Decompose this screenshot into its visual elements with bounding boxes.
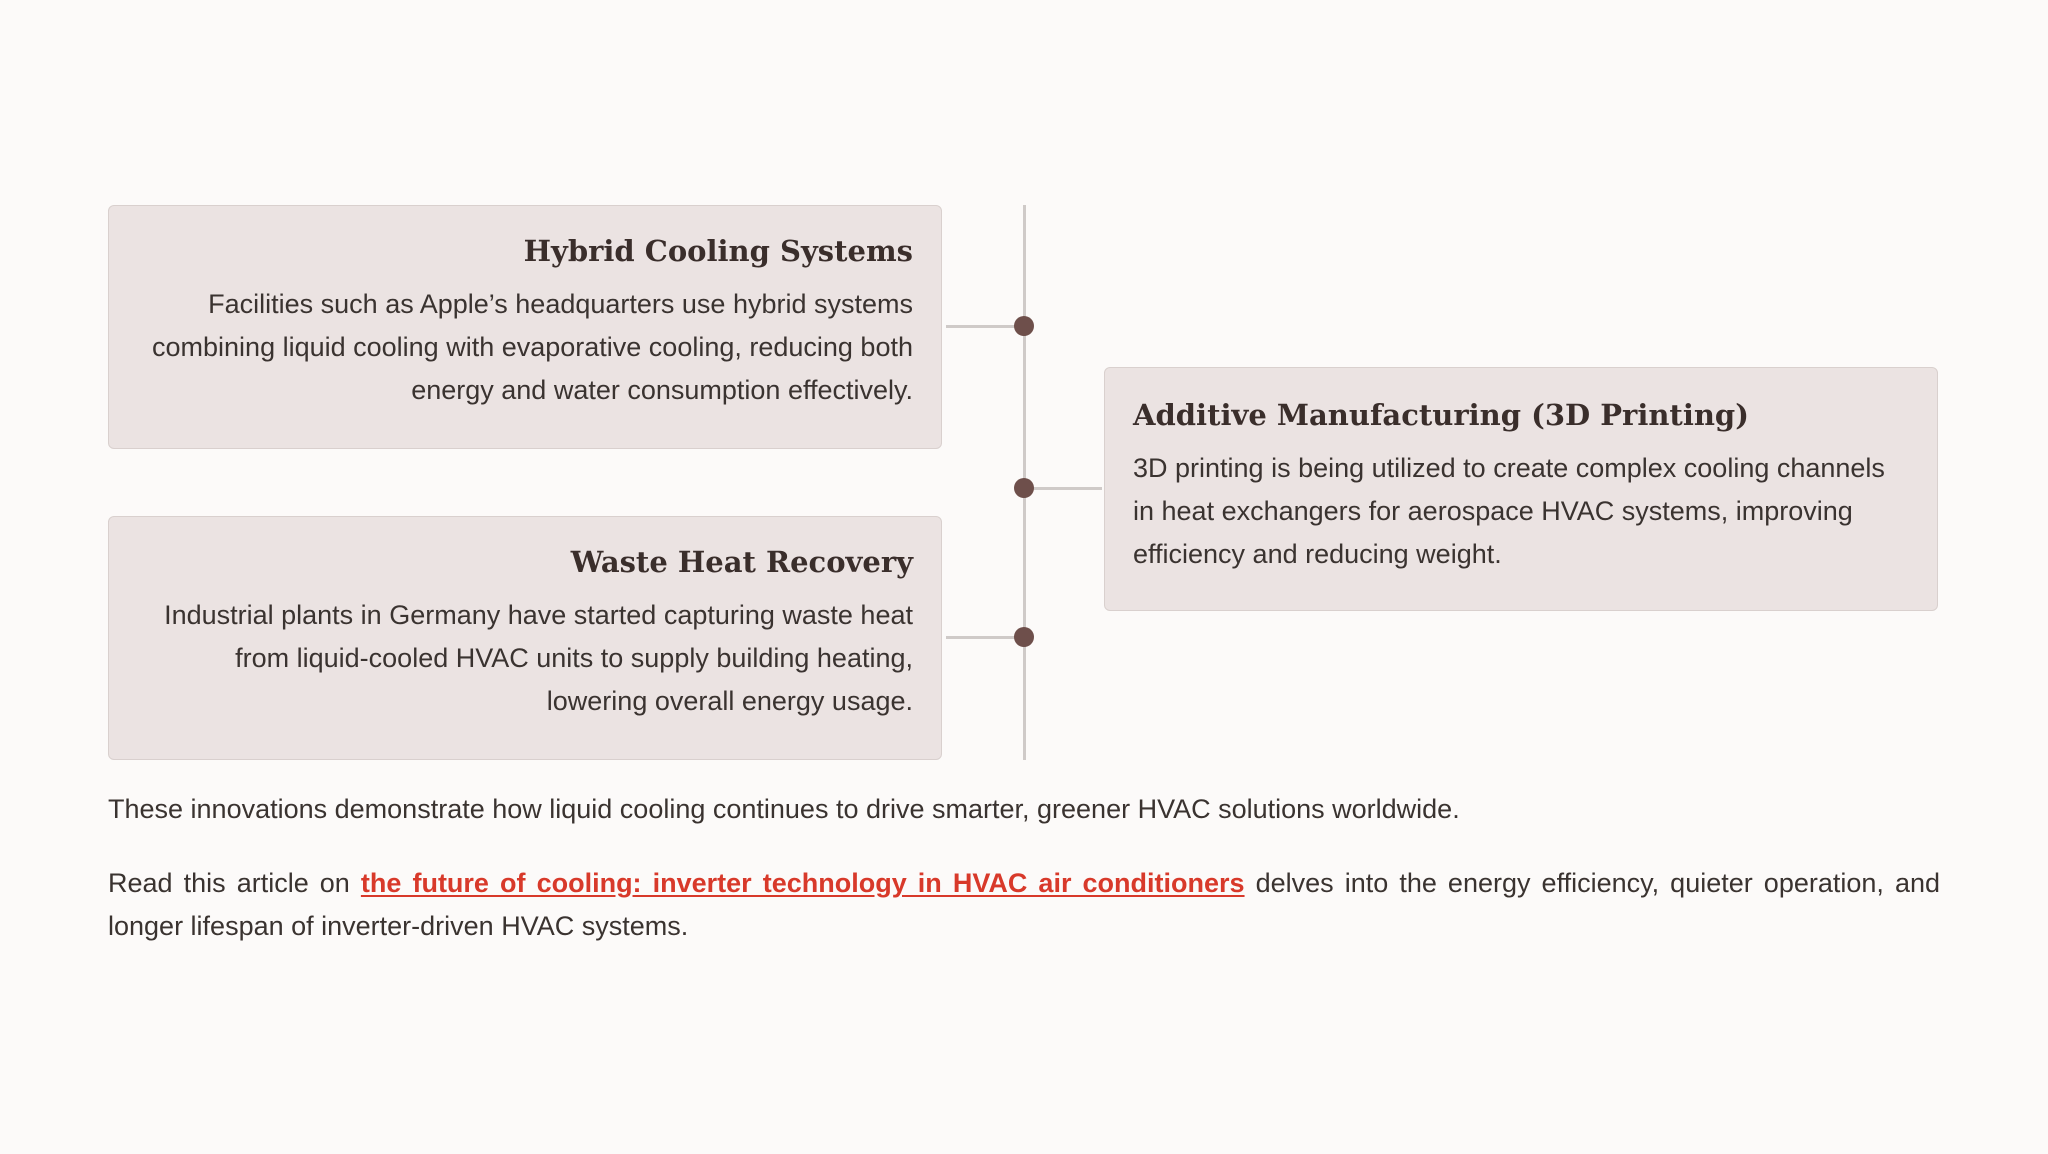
article-prefix: Read this article on — [108, 868, 361, 898]
timeline-card-waste-heat — [108, 516, 942, 760]
article-suffix: delves into the energy efficiency, quieter operation, and longer lifespan of inverter-driven HVAC systems. — [108, 868, 1941, 941]
timeline-connector — [1024, 487, 1102, 490]
timeline-card-title: Waste Heat Recovery — [570, 545, 913, 579]
timeline-connector — [946, 325, 1024, 328]
summary-paragraph: These innovations demonstrate how liquid cooling continues to drive smarter, greener HVAC solutions worldwide. — [108, 794, 1460, 824]
timeline-connector — [946, 636, 1024, 639]
article-link[interactable]: the future of cooling: inverter technology in HVAC air conditioners — [360, 868, 1245, 898]
timeline-card-title: Hybrid Cooling Systems — [523, 234, 913, 268]
timeline-card-hybrid-cooling — [108, 205, 942, 449]
timeline-dot — [1014, 316, 1034, 336]
article-paragraph — [108, 862, 1940, 948]
timeline-dot — [1014, 478, 1034, 498]
timeline-card-body: Facilities such as Apple’s headquarters use hybrid systems combining liquid cooling with evaporative cooling, reducing both energy and water consumption effectively. — [152, 289, 913, 406]
timeline-dot — [1014, 627, 1034, 647]
timeline-card-additive-manufacturing — [1104, 367, 1938, 611]
timeline-card-body: Industrial plants in Germany have started capturing waste heat from liquid-cooled HVAC units to supply building heating, lowering overall energy usage. — [164, 600, 913, 717]
timeline-card-body: 3D printing is being utilized to create complex cooling channels in heat exchangers for aerospace HVAC systems, improving efficiency and reducing weight. — [1133, 453, 1885, 570]
timeline-card-title: Additive Manufacturing (3D Printing) — [1133, 398, 1749, 432]
